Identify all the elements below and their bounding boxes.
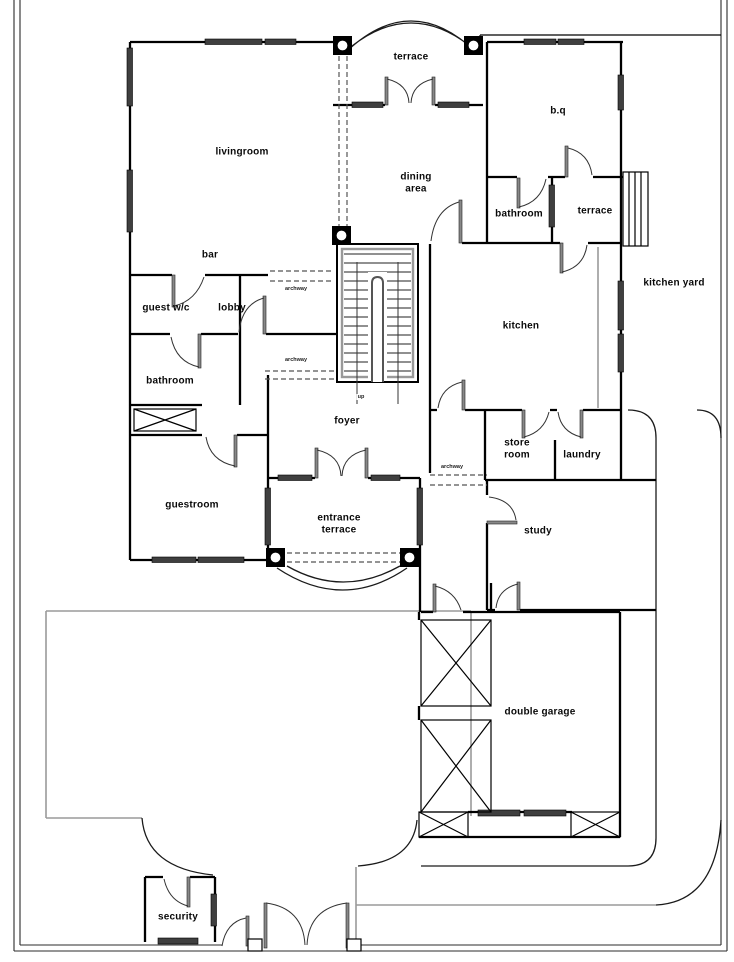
crossed-boxes xyxy=(134,409,620,837)
label-stairs-up: up xyxy=(357,394,365,400)
label-study: study xyxy=(524,525,552,537)
label-double-garage: double garage xyxy=(504,706,576,718)
label-archway-upper: archway xyxy=(284,286,308,292)
label-terrace-rear: terrace xyxy=(577,205,613,217)
label-laundry: laundry xyxy=(563,449,601,461)
terrace-arch-wall xyxy=(346,21,476,52)
label-terrace-top: terrace xyxy=(393,51,429,63)
label-archway-foyer: archway xyxy=(440,464,464,470)
doors xyxy=(164,77,592,907)
door-swing-arcs xyxy=(164,79,592,906)
label-kitchen-yard: kitchen yard xyxy=(643,277,705,289)
label-kitchen: kitchen xyxy=(502,320,540,332)
garage-door-1 xyxy=(421,620,491,706)
label-guestroom: guestroom xyxy=(165,499,219,511)
label-foyer: foyer xyxy=(334,415,360,427)
windows xyxy=(127,39,624,944)
label-store-room: store room xyxy=(504,437,530,460)
garage-pier-left xyxy=(419,812,468,837)
garage-pier-right xyxy=(571,812,620,837)
entrance-steps-arcs xyxy=(277,566,407,590)
label-bq: b.q xyxy=(550,105,566,117)
garage-door-2 xyxy=(421,720,491,812)
label-bathroom: bathroom xyxy=(146,375,194,387)
door-leaves xyxy=(172,77,583,907)
staircase xyxy=(337,244,418,404)
label-lobby: lobby xyxy=(218,302,246,314)
label-entrance-terrace: entrance terrace xyxy=(317,512,361,535)
rear-terrace-steps xyxy=(623,172,648,246)
label-bathroom-top: bathroom xyxy=(495,208,543,220)
label-livingroom: livingroom xyxy=(215,146,269,158)
stair-center-rail xyxy=(372,277,383,382)
label-archway-middle: archway xyxy=(284,357,308,363)
closet-box xyxy=(134,409,196,431)
label-security: security xyxy=(158,911,198,923)
label-dining-area: dining area xyxy=(400,171,432,194)
label-guest-wc: guest w/c xyxy=(142,302,190,314)
gates xyxy=(222,903,361,951)
label-bar: bar xyxy=(201,249,219,261)
